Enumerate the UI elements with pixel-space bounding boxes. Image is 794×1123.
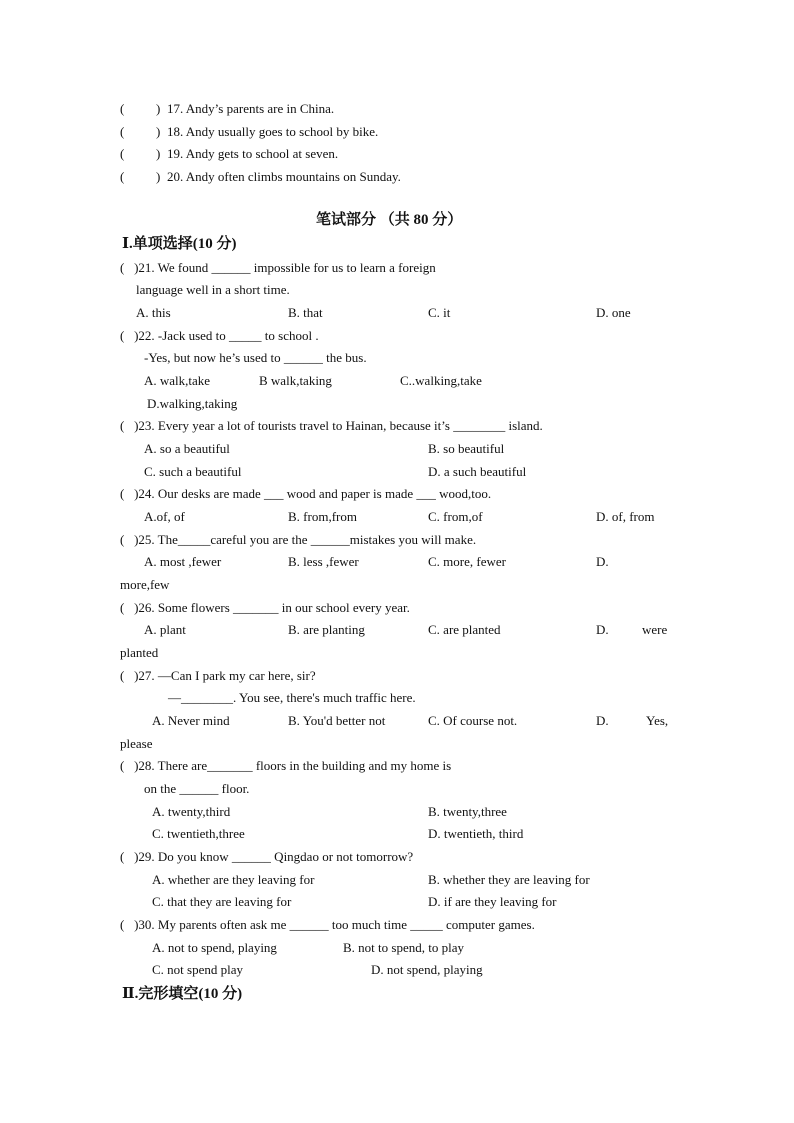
option-c: C. Of course not. (428, 713, 518, 728)
option-c: C. such a beautiful (144, 464, 242, 479)
option-b: B. less ,fewer (288, 554, 359, 569)
option-a: A.of, of (144, 509, 185, 524)
option-b: B. are planting (288, 622, 365, 637)
option-d: D. of, from (596, 509, 655, 524)
section-2-title: Ⅱ.完形填空(10 分) (122, 986, 243, 1002)
option-b: B. that (288, 305, 323, 320)
option-d-word: Yes, (646, 713, 669, 728)
option-c: C. that they are leaving for (152, 894, 292, 909)
question-stem: ( )30. My parents often ask me ______ too much time _____ computer games. (120, 917, 535, 932)
option-d: D. a such beautiful (428, 464, 527, 479)
option-c: C. from,of (428, 509, 483, 524)
answer-paren-open: ( (120, 124, 125, 139)
option-a: A. most ,fewer (144, 554, 222, 569)
question-stem-cont: -Yes, but now he’s used to ______ the bus. (144, 350, 367, 365)
statement-text: 17. Andy’s parents are in China. (167, 101, 335, 116)
question-stem-cont: on the ______ floor. (144, 781, 250, 796)
option-a: A. not to spend, playing (152, 940, 277, 955)
option-c: C. twentieth,three (152, 826, 245, 841)
question-stem-cont: language well in a short time. (136, 282, 290, 297)
option-c: C. not spend play (152, 962, 243, 977)
option-a: A. walk,take (144, 373, 211, 388)
option-d-word: were (642, 622, 668, 637)
option-d: D. twentieth, third (428, 826, 524, 841)
option-a: A. this (136, 305, 171, 320)
question-stem: ( )21. We found ______ impossible for us to learn a foreign (120, 260, 436, 275)
option-d: D. not spend, playing (371, 962, 483, 977)
answer-paren-close: ) (156, 169, 161, 184)
option-c: C. are planted (428, 622, 501, 637)
question-stem: ( )29. Do you know ______ Qingdao or not tomorrow? (120, 849, 414, 864)
option-c: C. it (428, 305, 451, 320)
section-1-title: Ⅰ.单项选择(10 分) (122, 236, 237, 252)
option-d: D. (596, 554, 609, 569)
option-b: B. so beautiful (428, 441, 505, 456)
answer-paren-open: ( (120, 101, 125, 116)
statement-text: 19. Andy gets to school at seven. (167, 146, 339, 161)
option-c: C..walking,take (400, 373, 482, 388)
answer-paren-open: ( (120, 146, 125, 161)
option-b: B walk,taking (259, 373, 332, 388)
option-b: B. from,from (288, 509, 357, 524)
question-stem-cont: —________. You see, there's much traffic here. (168, 690, 416, 705)
answer-paren-close: ) (156, 146, 161, 161)
question-stem: ( )27. —Can I park my car here, sir? (120, 668, 316, 683)
option-a: A. twenty,third (152, 804, 231, 819)
question-stem: ( )25. The_____careful you are the ______mistakes you will make. (120, 532, 477, 547)
option-b: B. twenty,three (428, 804, 507, 819)
option-d: D. (596, 713, 609, 728)
option-d: D. one (596, 305, 631, 320)
option-d-cont: more,few (120, 577, 170, 592)
option-a: A. Never mind (152, 713, 230, 728)
option-b: B. not to spend, to play (343, 940, 464, 955)
option-a: A. plant (144, 622, 186, 637)
option-a: A. so a beautiful (144, 441, 230, 456)
option-b: B. You'd better not (288, 713, 386, 728)
option-c: C. more, fewer (428, 554, 506, 569)
option-b: B. whether they are leaving for (428, 872, 590, 887)
question-stem: ( )24. Our desks are made ___ wood and paper is made ___ wood,too. (120, 486, 492, 501)
option-d-cont: planted (120, 645, 159, 660)
answer-paren-close: ) (156, 101, 161, 116)
question-stem: ( )26. Some flowers _______ in our school every year. (120, 600, 410, 615)
option-d: D. (596, 622, 609, 637)
question-stem: ( )22. -Jack used to _____ to school . (120, 328, 319, 343)
option-a: A. whether are they leaving for (152, 872, 315, 887)
option-d: D. if are they leaving for (428, 894, 557, 909)
written-part-title: 笔试部分 （共 80 分） (316, 212, 463, 228)
question-stem: ( )23. Every year a lot of tourists travel to Hainan, because it’s ________ island. (120, 418, 543, 433)
statement-text: 20. Andy often climbs mountains on Sunday. (167, 169, 401, 184)
question-stem: ( )28. There are_______ floors in the building and my home is (120, 758, 452, 773)
answer-paren-open: ( (120, 169, 125, 184)
option-d: D.walking,taking (147, 396, 238, 411)
statement-text: 18. Andy usually goes to school by bike. (167, 124, 379, 139)
option-d-cont: please (120, 736, 153, 751)
answer-paren-close: ) (156, 124, 161, 139)
